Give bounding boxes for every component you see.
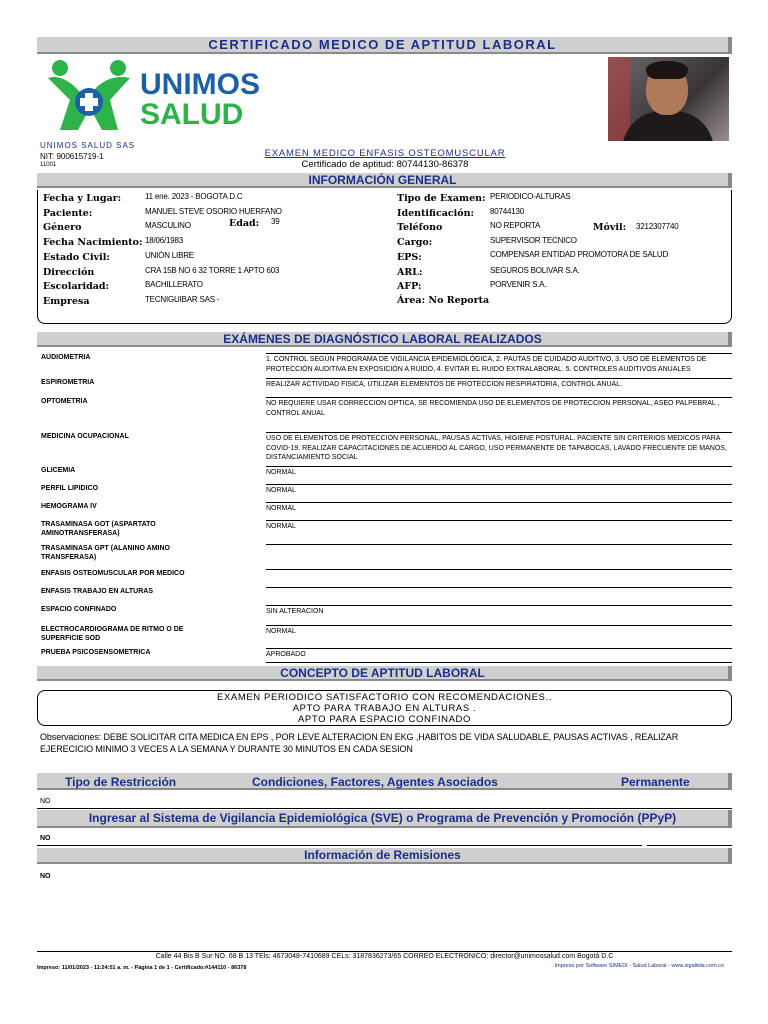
escolaridad-value: BACHILLERATO <box>145 280 203 289</box>
empresa-label: Empresa <box>43 296 90 307</box>
sve-heading: Ingresar al Sistema de Vigilancia Epidemiológica (SVE) o Programa de Prevención y Promoción (PPyP) <box>37 810 732 828</box>
civil-label: Estado Civil: <box>43 252 110 263</box>
edad-value: 39 <box>271 217 280 226</box>
remisiones-heading: Información de Remisiones <box>37 848 732 864</box>
observations: Observaciones: DEBE SOLICITAR CITA MEDICA EN EPS , POR LEVE ALTERACION EN EKG ,HABITOS DE VIDA SALUDABLE, PAUSAS ACTIVAS , REALIZAR EJERECICIO MINIMO 3 VECES A LA SEMANA Y DURANTE 30 MINUTOS EN CADA SESION <box>40 732 679 754</box>
paciente-label: Paciente: <box>43 208 93 219</box>
unimos-salud-logo <box>40 56 285 134</box>
footer-divider <box>37 951 732 952</box>
paciente-value: MANUEL STEVE OSORIO HUERFANO <box>145 207 282 216</box>
genero-label: Género <box>43 222 82 233</box>
sve-value: NO <box>40 835 51 842</box>
svg-text:UNIMOS: UNIMOS <box>140 68 260 101</box>
exams-heading: EXÁMENES DE DIAGNÓSTICO LABORAL REALIZADOS <box>37 332 732 347</box>
company-name: UNIMOS SALUD SAS <box>40 141 136 150</box>
concept-box <box>37 690 732 726</box>
concept-line-2: APTO PARA TRABAJO EN ALTURAS . <box>292 703 477 714</box>
restriction-conditions-header: Condiciones, Factores, Agentes Asociados <box>252 775 498 789</box>
remisiones-value: NO <box>40 873 51 880</box>
nacimiento-label: Fecha Nacimiento: <box>43 237 143 248</box>
divider <box>266 662 732 663</box>
arl-value: SEGUROS BOLIVAR S.A. <box>490 266 580 275</box>
afp-label: AFP: <box>397 281 422 292</box>
movil-label: Móvil: <box>593 222 627 233</box>
direccion-label: Dirección <box>43 267 95 278</box>
identificacion-label: Identificación: <box>397 208 475 219</box>
telefono-value: NO REPORTA <box>490 221 541 230</box>
direccion-value: CRA 15B NO 6 32 TORRE 1 APTO 603 <box>145 266 280 275</box>
general-info-heading: INFORMACIÓN GENERAL <box>37 173 732 188</box>
restriction-value: NO <box>40 798 51 805</box>
company-code: 11001 <box>40 162 57 168</box>
eps-label: EPS: <box>397 252 422 263</box>
restriction-permanent-header: Permanente <box>621 775 690 789</box>
edad-label: Edad: <box>229 218 260 229</box>
empresa-value: TECNIGUIBAR SAS - <box>145 295 220 304</box>
concept-heading: CONCEPTO DE APTITUD LABORAL <box>37 666 732 681</box>
tipo-label: Tipo de Examen: <box>397 193 486 204</box>
footer-address: Calle 44 Bis B Sur NO. 68 B 13 TEls: 4673048-7410689 CELs: 3187836273/65 CORREO ELECTRONICO: director@unimossalud.com Bogotá D.C <box>155 953 614 960</box>
movil-value: 3212307740 <box>636 222 679 231</box>
divider <box>37 845 642 846</box>
patient-photo <box>608 57 729 141</box>
telefono-label: Teléfono <box>397 222 443 233</box>
general-info-box <box>37 190 732 324</box>
genero-value: MASCULINO <box>145 221 191 230</box>
area-value: Área: No Reporta <box>397 295 490 306</box>
fecha-value: 11 ene. 2023 - BOGOTA D.C <box>145 192 243 201</box>
restriction-type-header: Tipo de Restricción <box>65 775 177 789</box>
svg-text:SALUD: SALUD <box>140 98 244 131</box>
civil-value: UNIÓN LIBRE <box>145 251 194 260</box>
certificate-number: Certificado de aptitud: 80744130-86378 <box>301 159 469 170</box>
fecha-label: Fecha y Lugar: <box>43 193 122 204</box>
document-title: CERTIFICADO MEDICO DE APTITUD LABORAL <box>37 37 732 54</box>
divider <box>37 808 732 809</box>
logo-people-icon <box>48 60 130 130</box>
escolaridad-label: Escolaridad: <box>43 281 110 292</box>
arl-label: ARL: <box>397 267 423 278</box>
exam-title: EXAMEN MEDICO ENFASIS OSTEOMUSCULAR <box>264 148 506 159</box>
footer-print-info: Impreso: 11/01/2023 - 11:24:51 a. m. - Página 1 de 1 - Certificado:#144110 - 86378 <box>37 965 247 971</box>
concept-line-3: APTO PARA ESPACIO CONFINADO <box>298 714 471 725</box>
cargo-label: Cargo: <box>397 237 433 248</box>
footer-software-link[interactable]: Impreso por Software SIMEDI - Salud Laboral - www.sigalitda.com.co <box>554 963 724 969</box>
tipo-value: PERIODICO-ALTURAS <box>490 192 571 201</box>
company-nit: NIT: 900615719-1 <box>40 152 104 161</box>
concept-line-1: EXAMEN PERIODICO SATISFACTORIO CON RECOMENDACIONES.. <box>217 692 552 703</box>
identificacion-value: 80744130 <box>490 207 524 216</box>
cargo-value: SUPERVISOR TECNICO <box>490 236 577 245</box>
divider <box>647 845 732 846</box>
eps-value: COMPENSAR ENTIDAD PROMOTORA DE SALUD <box>490 250 669 259</box>
afp-value: PORVENIR S.A. <box>490 280 547 289</box>
nacimiento-value: 18/06/1983 <box>145 236 184 245</box>
